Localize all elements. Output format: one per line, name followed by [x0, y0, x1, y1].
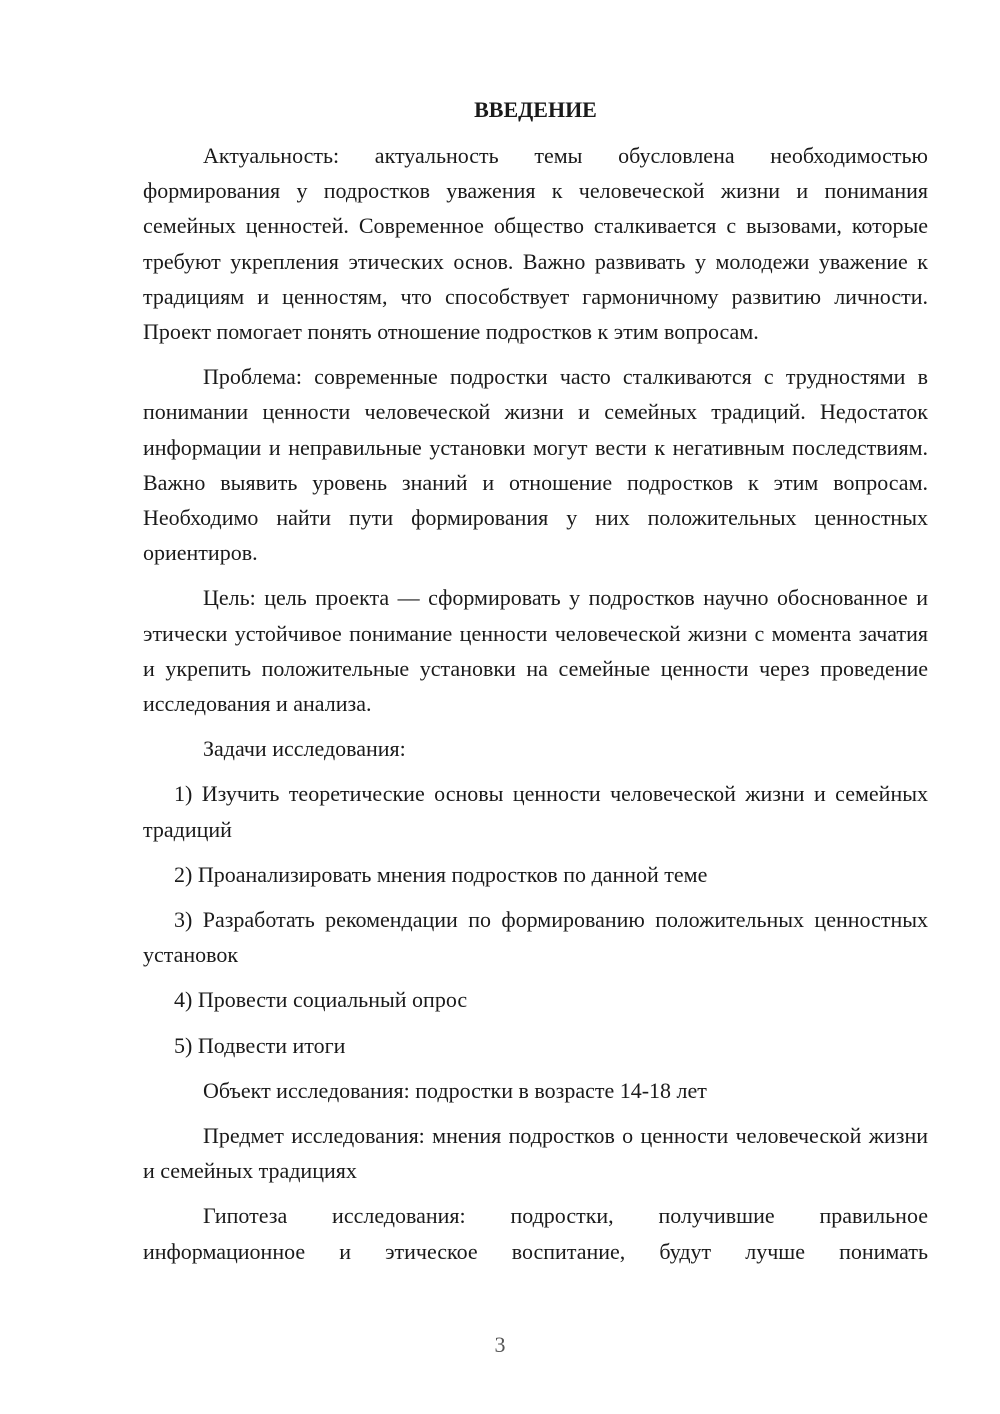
document-page [143, 92, 928, 1279]
paragraph-problem: Проблема: современные подростки часто сталкиваются с трудностями в понимании ценности человеческой жизни и семейных традиций. Недостаток информации и неправильные установки могут вести к негативным последствиям. Важно выявить уровень знаний и отношение подростков к этим вопросам. Необходимо найти пути формирования у них положительных ценностных ориентиров. [143, 364, 928, 566]
page-title: ВВЕДЕНИЕ [474, 97, 597, 122]
list-item-task-2: 2) Проанализировать мнения подростков по данной теме [174, 861, 708, 887]
list-item-task-4: 4) Провести социальный опрос [174, 987, 468, 1013]
page-number: 3 [494, 1332, 506, 1357]
list-item-task-5: 5) Подвести итоги [174, 1032, 346, 1058]
paragraph-hypothesis: Гипотеза исследования: подростки, получившие правильное информационное и этическое воспитание, будут лучше понимать [143, 1203, 928, 1264]
paragraph-relevance: Актуальность: актуальность темы обусловлена необходимостью формирования у подростков уважения к человеческой жизни и понимания семейных ценностей. Современное общество сталкивается с вызовами, которые требуют укрепления этических основ. Важно развивать у молодежи уважение к традициям и ценностям, что способствует гармоничному развитию личности. Проект помогает понять отношение подростков к этим вопросам. [143, 143, 928, 345]
list-item-task-3: 3) Разработать рекомендации по формированию положительных ценностных установок [143, 907, 928, 968]
paragraph-subject: Предмет исследования: мнения подростков о ценности человеческой жизни и семейных традициях [143, 1123, 928, 1184]
list-item-task-1: 1) Изучить теоретические основы ценности человеческой жизни и семейных традиций [143, 781, 928, 842]
paragraph-goal: Цель: цель проекта — сформировать у подростков научно обоснованное и этически устойчивое понимание ценности человеческой жизни с момента зачатия и укрепить положительные установки на семейные ценности через проведение исследования и анализа. [143, 585, 928, 717]
paragraph-tasks-heading: Задачи исследования: [203, 736, 406, 762]
paragraph-object: Объект исследования: подростки в возрасте 14-18 лет [203, 1077, 707, 1103]
